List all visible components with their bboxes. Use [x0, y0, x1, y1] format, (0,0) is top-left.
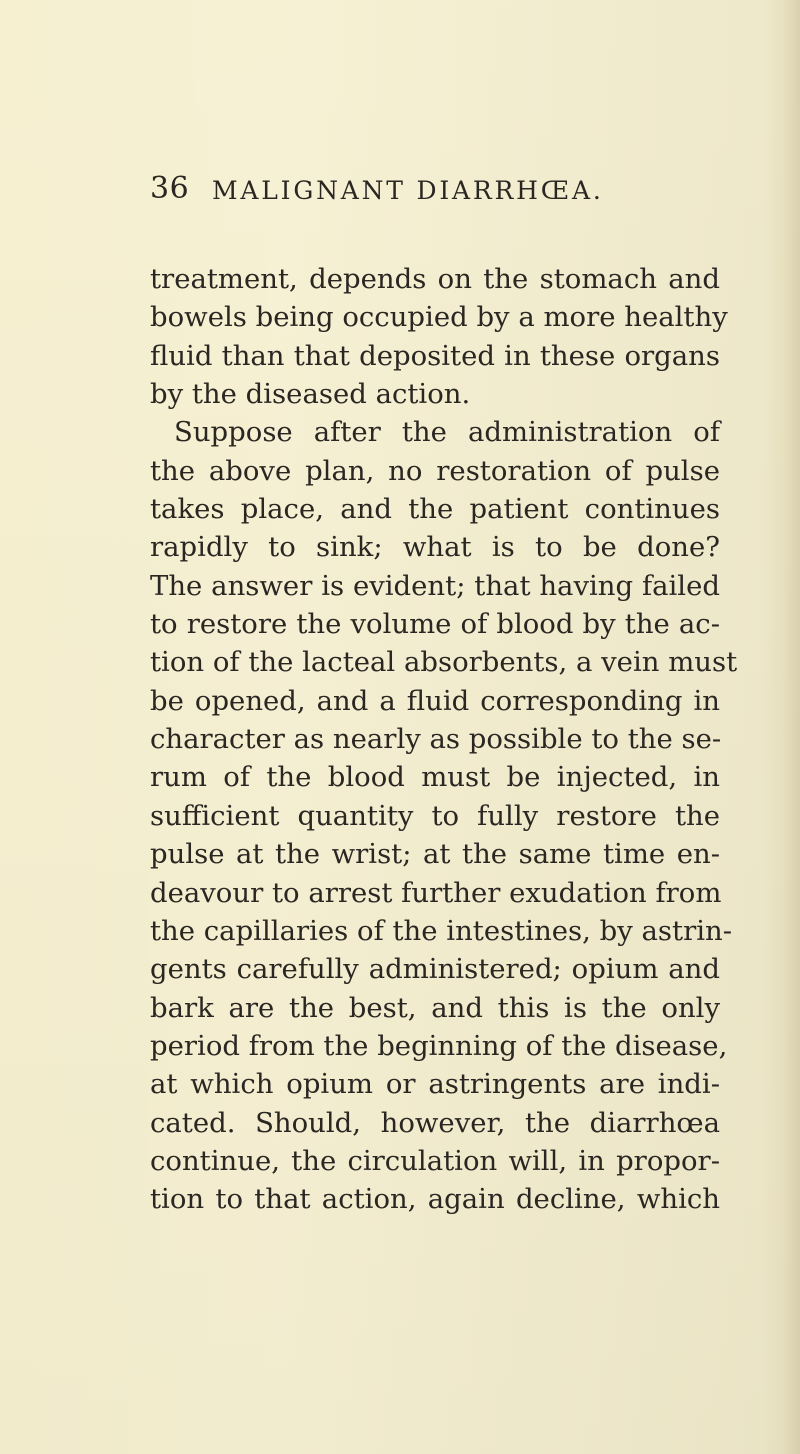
text-line: the capillaries of the intestines, by astrin- [150, 914, 733, 947]
text-line: cated. Should, however, the diarrhœa [150, 1106, 720, 1139]
text-line: bowels being occupied by a more healthy [150, 301, 728, 334]
body-text [150, 260, 738, 1219]
text-line: The answer is evident; that having failed [150, 569, 720, 602]
text-line: sufficient quantity to fully restore the [150, 799, 720, 832]
text-line: continue, the circulation will, in propor- [150, 1144, 720, 1177]
text-line: period from the beginning of the disease, [150, 1029, 728, 1062]
text-line: takes place, and the patient continues [150, 493, 720, 526]
page-header [150, 171, 750, 214]
text-line: Suppose after the administration of [174, 416, 720, 449]
text-line: the above plan, no restoration of pulse [150, 454, 720, 487]
running-title: MALIGNANT DIARRHŒA. [212, 176, 604, 205]
text-line: bark are the best, and this is the only [150, 991, 720, 1024]
page-number: 36 [150, 171, 190, 206]
text-line: to restore the volume of blood by the ac- [150, 608, 720, 641]
text-line: character as nearly as possible to the se- [150, 723, 722, 756]
text-line: pulse at the wrist; at the same time en- [150, 838, 720, 871]
page-gutter-shadow [762, 0, 800, 1454]
text-line: by the diseased action. [150, 378, 471, 411]
text-line: rum of the blood must be injected, in [150, 761, 720, 794]
text-line: gents carefully administered; opium and [150, 953, 720, 986]
text-line: deavour to arrest further exudation from [150, 876, 722, 909]
text-line: be opened, and a fluid corresponding in [150, 684, 720, 717]
text-line: tion of the lacteal absorbents, a vein must [150, 646, 738, 679]
text-line: at which opium or astringents are indi- [150, 1068, 720, 1101]
text-line: fluid than that deposited in these organs [150, 339, 720, 372]
text-line: tion to that action, again decline, which [150, 1183, 720, 1216]
text-line: treatment, depends on the stomach and [150, 263, 720, 295]
text-line: rapidly to sink; what is to be done? [150, 531, 720, 564]
